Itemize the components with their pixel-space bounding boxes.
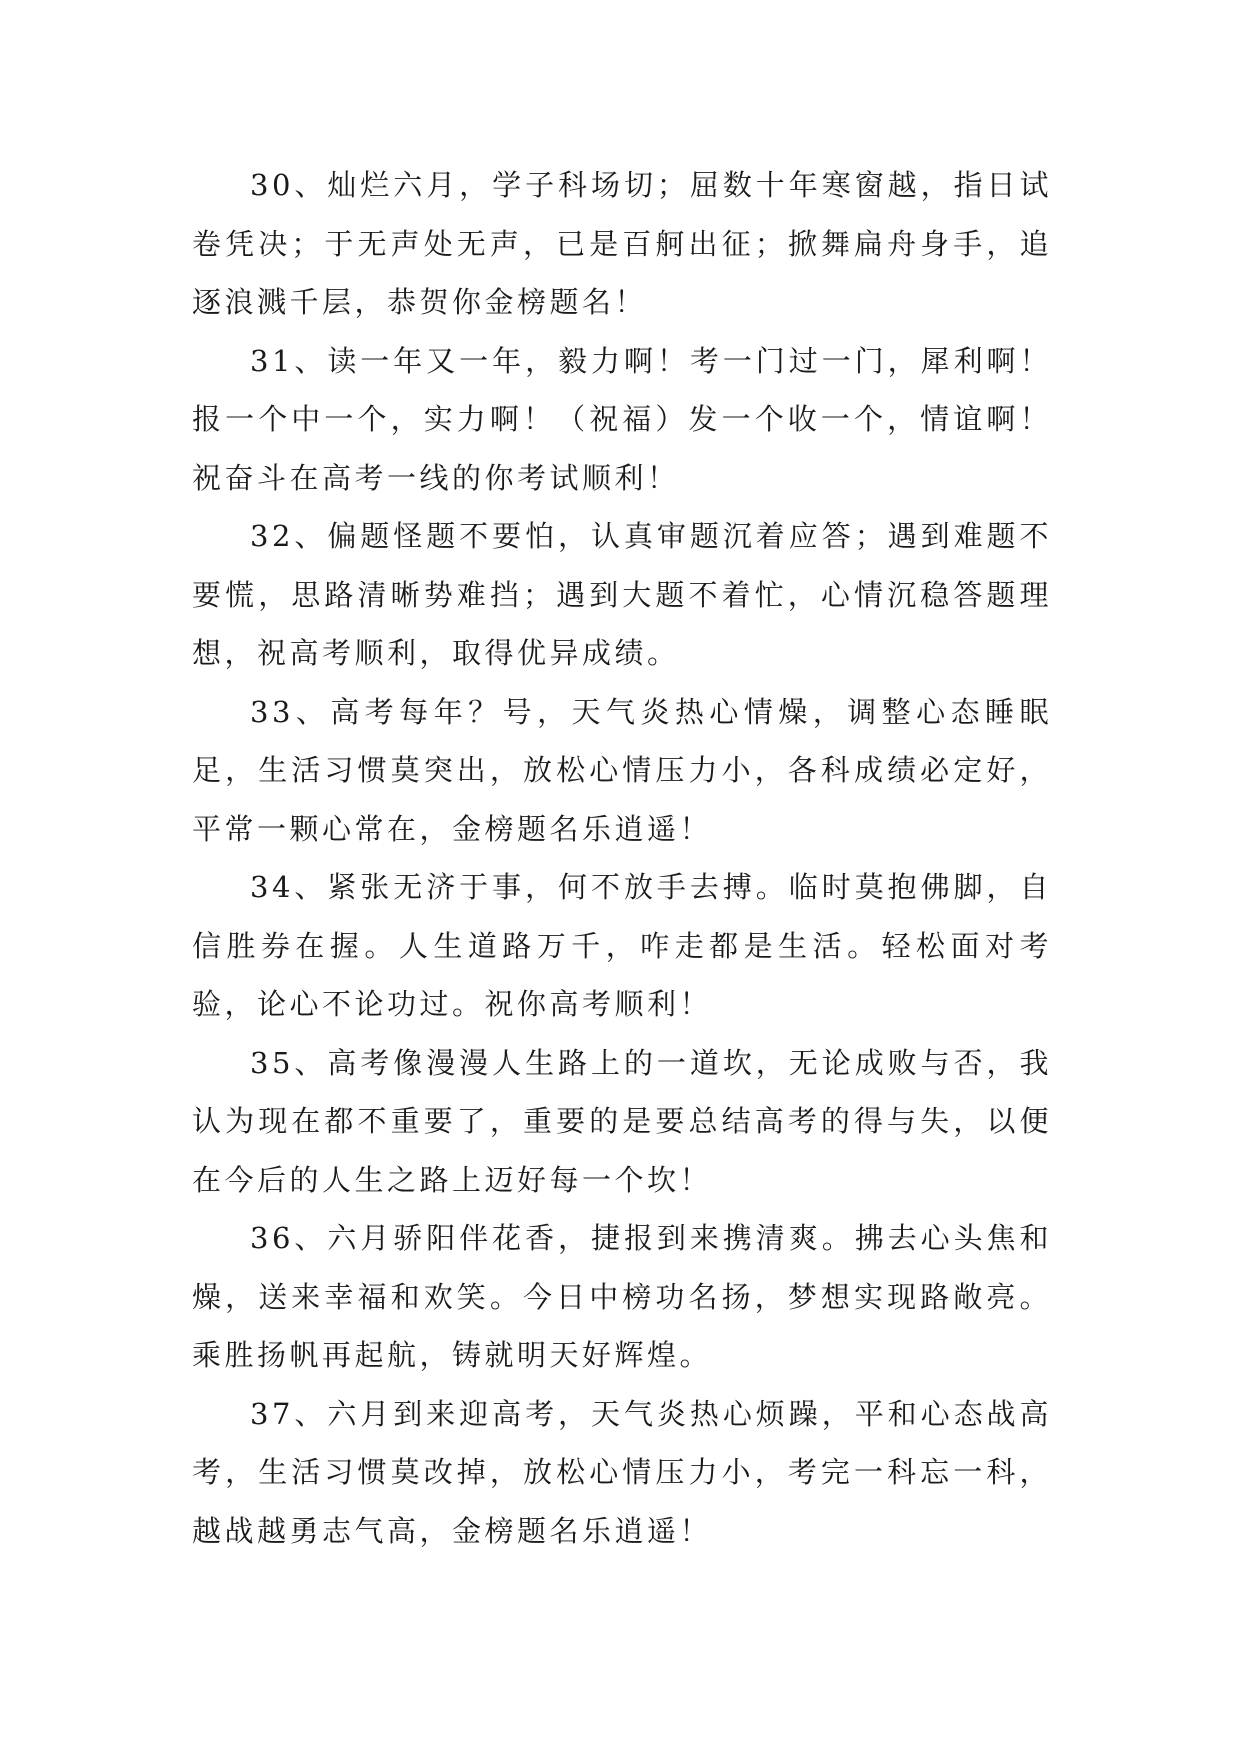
paragraph-35: 35、高考像漫漫人生路上的一道坎，无论成败与否，我认为现在都不重要了，重要的是要总结高考的得与失，以便在今后的人生之路上迈好每一个坎！ bbox=[192, 1045, 1052, 1197]
paragraph-32: 32、偏题怪题不要怕，认真审题沉着应答；遇到难题不要慌，思路清晰势难挡；遇到大题不着忙，心情沉稳答题理想，祝高考顺利，取得优异成绩。 bbox=[192, 519, 1052, 670]
paragraph-34: 34、紧张无济于事，何不放手去搏。临时莫抱佛脚，自信胜券在握。人生道路万千，咋走都是生活。轻松面对考验，论心不论功过。祝你高考顺利！ bbox=[192, 870, 1052, 1021]
paragraph-33: 33、高考每年？号，天气炎热心情燥，调整心态睡眠足，生活习惯莫突出，放松心情压力小，各科成绩必定好，平常一颗心常在，金榜题名乐逍遥！ bbox=[192, 694, 1052, 846]
paragraph-30: 30、灿烂六月，学子科场切；屈数十年寒窗越，指日试卷凭决；于无声处无声，已是百舸出征；掀舞扁舟身手，追逐浪溅千层，恭贺你金榜题名！ bbox=[192, 168, 1052, 319]
document-body bbox=[192, 156, 1052, 1560]
paragraph-36: 36、六月骄阳伴花香，捷报到来携清爽。拂去心头焦和燥，送来幸福和欢笑。今日中榜功名扬，梦想实现路敞亮。乘胜扬帆再起航，铸就明天好辉煌。 bbox=[192, 1221, 1052, 1372]
paragraph-37: 37、六月到来迎高考，天气炎热心烦躁，平和心态战高考，生活习惯莫改掉，放松心情压力小，考完一科忘一科，越战越勇志气高，金榜题名乐逍遥！ bbox=[192, 1396, 1052, 1548]
paragraph-31: 31、读一年又一年，毅力啊！考一门过一门，犀利啊！报一个中一个，实力啊！（祝福）发一个收一个，情谊啊！祝奋斗在高考一线的你考试顺利！ bbox=[192, 343, 1052, 495]
